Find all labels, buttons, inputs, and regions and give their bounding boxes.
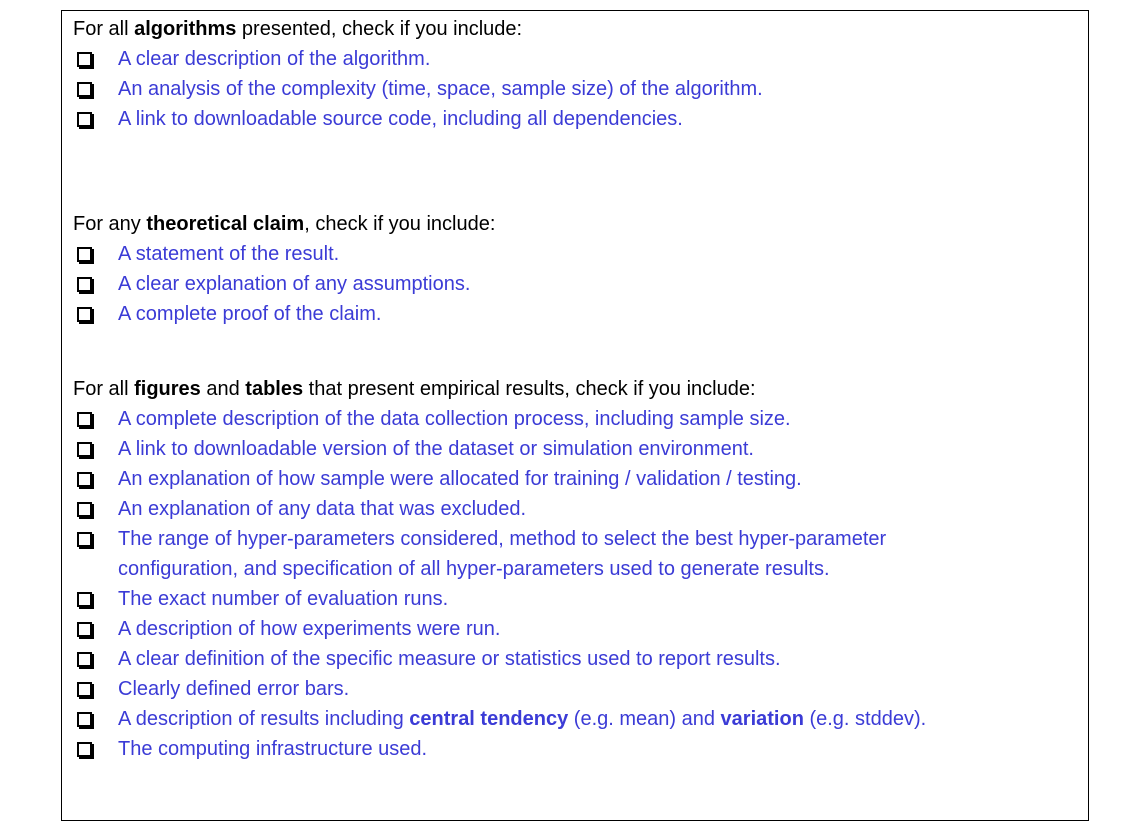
checkbox-icon[interactable] [77, 592, 92, 607]
text-run: An explanation of how sample were allocated for training / validation / testing. [118, 468, 802, 490]
checklist-item-text [118, 269, 1133, 299]
text-run: Clearly defined error bars. [118, 678, 350, 700]
text-run: An analysis of the complexity (time, space, sample size) of the algorithm. [118, 78, 763, 100]
checkbox-icon[interactable] [77, 652, 92, 667]
text-run: A complete proof of the claim. [118, 303, 382, 325]
checkbox-icon[interactable] [77, 247, 92, 262]
bold-text: tables [245, 378, 304, 400]
text-run: A clear description of the algorithm. [118, 48, 431, 70]
checkbox-icon[interactable] [77, 307, 92, 322]
checklist-item-text [118, 734, 1133, 764]
checklist-item-text [118, 644, 1133, 674]
text-run: (e.g. mean) and [568, 708, 721, 730]
text-run: A link to downloadable version of the dataset or simulation environment. [118, 438, 754, 460]
text-run: The exact number of evaluation runs. [118, 588, 449, 610]
checklist-item [73, 584, 1133, 614]
checklist-item [73, 524, 1133, 584]
section-heading [73, 14, 1133, 44]
bold-text: variation [720, 708, 804, 730]
text-run: An explanation of any data that was excluded. [118, 498, 527, 520]
bold-text: figures [134, 378, 201, 400]
checklist-item [73, 104, 1133, 134]
checklist-item [73, 44, 1133, 74]
checklist-item [73, 614, 1133, 644]
checklist-item-text [118, 44, 1133, 74]
checklist-item-text [118, 584, 1133, 614]
text-run: The range of hyper-parameters considered, method to select the best hyper-parameter [118, 528, 887, 550]
checkbox-icon[interactable] [77, 52, 92, 67]
checkbox-icon[interactable] [77, 532, 92, 547]
checklist-item-text [118, 464, 1133, 494]
checklist-item-text [118, 704, 1133, 734]
checkbox-icon[interactable] [77, 112, 92, 127]
checklist-item-text [118, 524, 1133, 584]
checkbox-icon[interactable] [77, 622, 92, 637]
checkbox-icon[interactable] [77, 712, 92, 727]
bold-text: central tendency [409, 708, 569, 730]
checkbox-icon[interactable] [77, 742, 92, 757]
checkbox-icon[interactable] [77, 277, 92, 292]
checklist-item [73, 494, 1133, 524]
text-run: (e.g. stddev). [803, 708, 927, 730]
text-run: For all [73, 18, 135, 40]
checklist-item-text [118, 404, 1133, 434]
text-run: A link to downloadable source code, including all dependencies. [118, 108, 683, 130]
checklist-item [73, 239, 1133, 269]
bold-text: theoretical claim [146, 213, 305, 235]
checklist-items [73, 239, 1133, 329]
checkbox-icon[interactable] [77, 412, 92, 427]
checklist-item [73, 299, 1133, 329]
text-run: For all [73, 378, 135, 400]
text-run: presented, check if you include: [236, 18, 523, 40]
section-heading [73, 374, 1133, 404]
text-run: A statement of the result. [118, 243, 340, 265]
text-run: and [200, 378, 246, 400]
checklist-item-text [118, 614, 1133, 644]
checklist-item [73, 674, 1133, 704]
text-run: For any [73, 213, 147, 235]
checklist-item [73, 464, 1133, 494]
section-heading [73, 209, 1133, 239]
checklist-item-text [118, 299, 1133, 329]
checklist-item [73, 269, 1133, 299]
checklist-item [73, 74, 1133, 104]
section-figures-tables [73, 374, 1133, 764]
checklist-item-text [118, 674, 1133, 704]
checklist-item-text [118, 74, 1133, 104]
checklist-item [73, 404, 1133, 434]
checklist-items [73, 404, 1133, 764]
text-run: that present empirical results, check if you include: [303, 378, 756, 400]
checkbox-icon[interactable] [77, 682, 92, 697]
text-run: A clear explanation of any assumptions. [118, 273, 471, 295]
text-run: , check if you include: [304, 213, 496, 235]
text-run: A clear definition of the specific measure or statistics used to report results. [118, 648, 781, 670]
bold-text: algorithms [134, 18, 237, 40]
checklist-items [73, 44, 1133, 134]
checklist-item-text [118, 104, 1133, 134]
checkbox-icon[interactable] [77, 442, 92, 457]
checklist-item-text [118, 434, 1133, 464]
checklist-item-text [118, 239, 1133, 269]
checklist-item [73, 704, 1133, 734]
checkbox-icon[interactable] [77, 502, 92, 517]
text-run: configuration, and specification of all hyper-parameters used to generate results. [118, 558, 830, 580]
checklist-item-text [118, 494, 1133, 524]
section-algorithms [73, 14, 1133, 134]
checklist-item [73, 734, 1133, 764]
text-run: The computing infrastructure used. [118, 738, 428, 760]
checkbox-icon[interactable] [77, 82, 92, 97]
checkbox-icon[interactable] [77, 472, 92, 487]
checklist-item [73, 434, 1133, 464]
text-run: A description of how experiments were run. [118, 618, 501, 640]
text-run: A complete description of the data collection process, including sample size. [118, 408, 791, 430]
section-theoretical-claim [73, 209, 1133, 329]
text-run: A description of results including [118, 708, 410, 730]
checklist-item [73, 644, 1133, 674]
